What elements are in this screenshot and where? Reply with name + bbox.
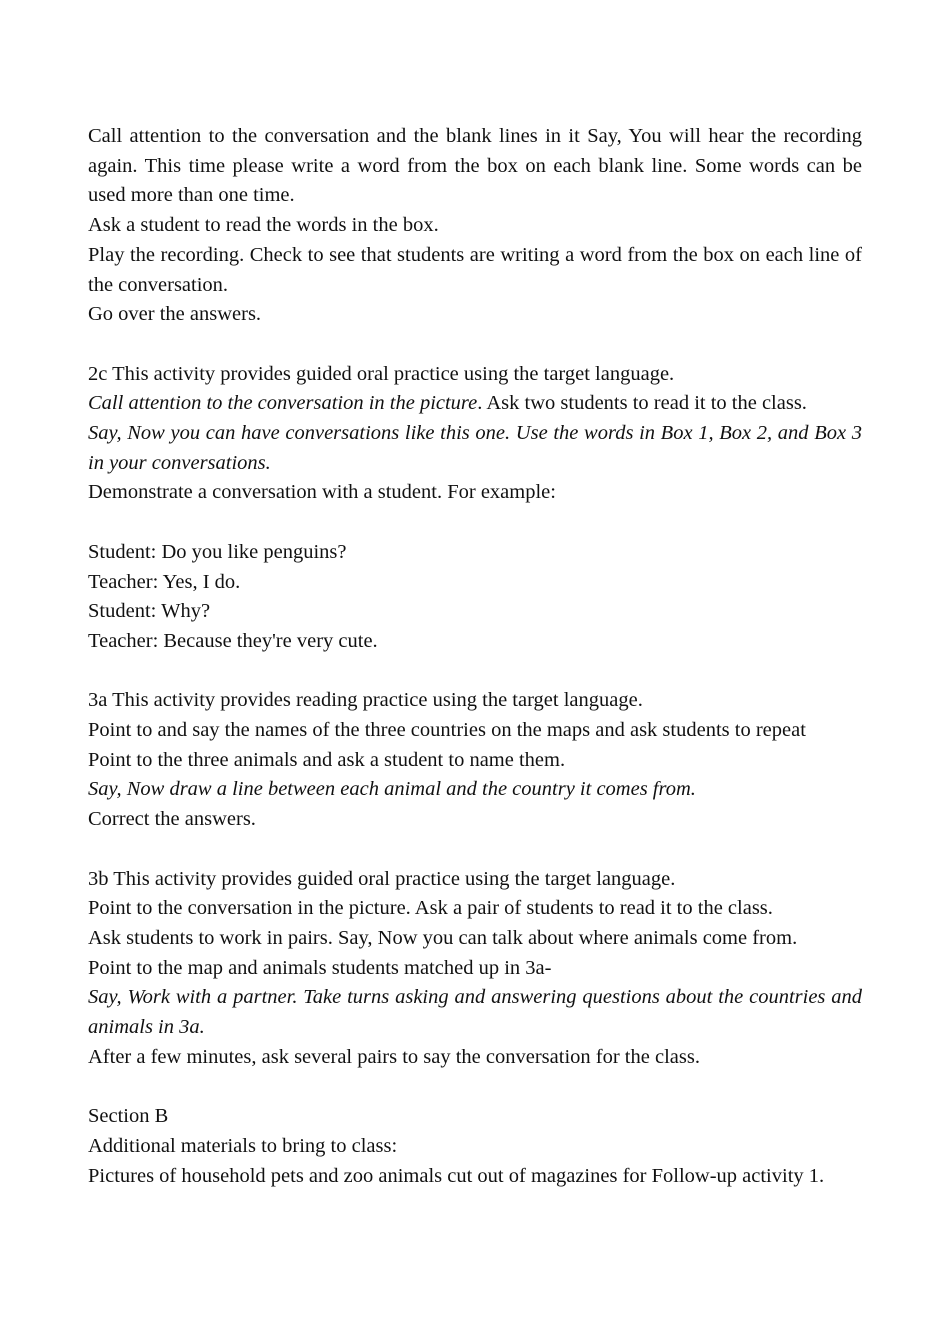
section-3a-line-4: Correct the answers. [88, 808, 256, 831]
section-3a-line-3: Say, Now draw a line between each animal and the country it comes from. [88, 778, 696, 801]
section-3a-heading: 3a This activity provides reading practice using the target language. [88, 689, 643, 712]
blank-line [88, 330, 862, 360]
dialogue-line: Student: Why? [88, 600, 211, 623]
section-3b-line-2: Ask students to work in pairs. Say, Now you can talk about where animals come from. [88, 926, 798, 949]
section-2c-heading: 2c This activity provides guided oral practice using the target language. [88, 362, 675, 385]
section-2c-line-1-italic: Call attention to the conversation in the picture [88, 392, 478, 415]
blank-line [88, 1072, 862, 1102]
section-3b-line-5: After a few minutes, ask several pairs to say the conversation for the class. [88, 1045, 700, 1068]
section-3b-heading: 3b This activity provides guided oral practice using the target language. [88, 867, 676, 890]
section-2c-line-2: Say, Now you can have conversations like this one. Use the words in Box 1, Box 2, and Box 3 in your conversations. [88, 422, 862, 474]
blank-line [88, 835, 862, 865]
dialogue-line: Student: Do you like penguins? [88, 540, 347, 563]
paragraph-play-recording: Play the recording. Check to see that students are writing a word from the box on each line of the conversation. [88, 243, 862, 296]
section-3b-line-3: Point to the map and animals students matched up in 3a- [88, 956, 552, 979]
section-3b-line-1: Point to the conversation in the picture. Ask a pair of students to read it to the class. [88, 897, 773, 920]
section-2c-line-1 [88, 389, 862, 419]
section-2c-line-3: Demonstrate a conversation with a student. For example: [88, 481, 556, 504]
paragraph-go-over-answers: Go over the answers. [88, 303, 262, 326]
dialogue-line: Teacher: Because they're very cute. [88, 629, 378, 652]
paragraph-read-words: Ask a student to read the words in the box. [88, 214, 439, 237]
section-b-line-2: Pictures of household pets and zoo animals cut out of magazines for Follow-up activity 1. [88, 1164, 825, 1187]
section-3b-line-4: Say, Work with a partner. Take turns asking and answering questions about the countries and animals in 3a. [88, 986, 862, 1039]
paragraph-listen-instructions: Call attention to the conversation and the blank lines in it Say, You will hear the recording again. This time please write a word from the box on each blank line. Some words can be used more than one time. [88, 125, 862, 207]
document-page [88, 122, 862, 1191]
blank-line [88, 508, 862, 538]
section-b-title: Section B [88, 1105, 169, 1128]
section-b-line-1: Additional materials to bring to class: [88, 1134, 398, 1157]
section-3a-line-2: Point to the three animals and ask a student to name them. [88, 748, 566, 771]
section-3a-line-1: Point to and say the names of the three countries on the maps and ask students to repeat [88, 719, 806, 742]
blank-line [88, 657, 862, 687]
section-2c-line-1-rest: . Ask two students to read it to the class. [477, 392, 807, 415]
dialogue-line: Teacher: Yes, I do. [88, 570, 241, 593]
